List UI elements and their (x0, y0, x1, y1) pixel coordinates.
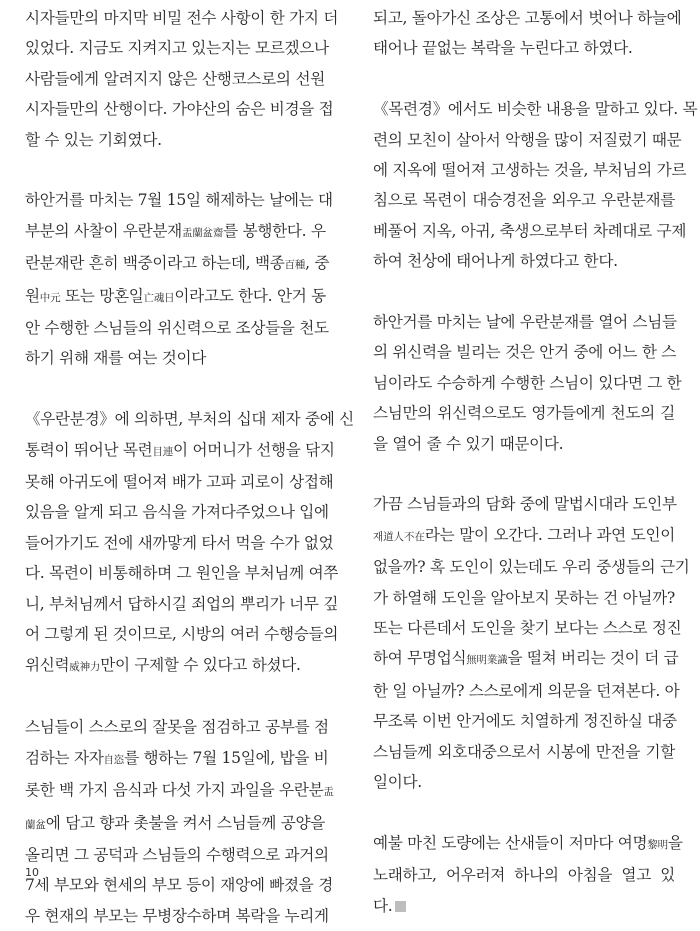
hanja-annotation: 百種 (284, 259, 306, 272)
paragraph-gap (25, 374, 325, 404)
text-line: 노래하고, 어우러져 하나의 아침을 열고 있 (373, 866, 675, 885)
hanja-annotation: 盂蘭盆齋 (181, 226, 224, 239)
text-line (25, 650, 325, 682)
text-line: 하안거를 마치는 7월 15일 해제하는 날에는 대 (25, 191, 333, 210)
text-line: 스님들께 외호대중으로서 시봉에 만전을 기할 (373, 742, 675, 761)
text-line: 들어가기도 전에 새까맣게 타서 먹을 수가 없었 (25, 533, 334, 552)
text-line: 있음을 알게 되고 음식을 가져다주었으나 입에 (25, 503, 329, 522)
hanja-annotation: 재道人不在 (373, 530, 425, 543)
hanja-annotation: 蘭盆 (25, 818, 46, 831)
hanja-annotation: 中元 (39, 291, 61, 304)
text-line: 스님만의 위신력으로도 영가들에게 천도의 길 (373, 404, 675, 423)
text-line: 우 현재의 부모는 무병장수하며 복락을 누리게 (25, 906, 329, 925)
text-run: 를 봉행한다. 우 (223, 221, 326, 240)
text-line: 일이다. (373, 773, 422, 792)
paragraph (25, 185, 333, 373)
text-run: 하여 무명업식 (373, 649, 467, 668)
text-run: 을 떨쳐 버리는 것이 더 급 (507, 649, 679, 668)
text-run: 란분재란 흔히 백중이라고 하는데, 백종 (25, 254, 285, 273)
text-line (373, 643, 679, 675)
text-line (25, 248, 330, 280)
right-column (373, 3, 698, 921)
text-line (25, 743, 329, 775)
paragraph-gap (373, 64, 675, 94)
text-line: 없을까? 혹 도인이 있는데도 우리 중생들의 근기 (373, 558, 690, 577)
text-run: 위신력 (25, 655, 70, 674)
text-run: 만이 구제할 수 있다고 하셨다. (100, 655, 301, 674)
paragraph (25, 3, 339, 155)
text-line: 사람들에게 알려지지 않은 산행코스로의 선원 (25, 69, 325, 88)
text-run: 를 행하는 7월 15일에, 밥을 비 (124, 748, 329, 767)
paragraph (373, 307, 682, 459)
hanja-annotation: 亡魂日 (143, 291, 175, 304)
hanja-annotation: 無明業識 (466, 654, 508, 667)
text-line: 할 수 있는 기회였다. (25, 130, 162, 149)
text-run: 라는 말이 오간다. 그러나 과연 도인이 (424, 525, 675, 544)
text-run: 원 (25, 286, 40, 305)
text-run: 다. (373, 896, 393, 915)
text-line (373, 891, 675, 921)
text-run: 롯한 백 가지 음식과 다섯 가지 과일을 우란분 (25, 781, 324, 800)
text-line: 또는 다른데서 도인을 찾기 보다는 스스로 정진 (373, 619, 682, 638)
text-run: 이 어머니가 선행을 닦지 (173, 440, 335, 459)
text-line: 있었다. 지금도 지켜지고 있는지는 모르겠으나 (25, 39, 329, 58)
text-line: 하안거를 마치는 날에 우란분재를 열어 스님들 (373, 313, 677, 332)
text-line: 어 그렇게 된 것이므로, 시방의 여러 수행승들의 (25, 625, 339, 644)
text-line: 못해 아귀도에 떨어져 배가 고파 괴로이 상접해 (25, 473, 334, 492)
text-line: 가 하열해 도인을 알아보지 못하는 건 아닐까? (373, 588, 675, 607)
hanja-annotation: 目連 (152, 445, 174, 458)
text-line: 에 지옥에 떨어져 고생하는 것을, 부처님의 가르 (373, 161, 687, 180)
paragraph-gap (373, 798, 675, 828)
text-run: 부분의 사찰이 우란분재 (25, 221, 182, 240)
text-run: 이라고도 한다. 안거 동 (174, 286, 326, 305)
text-line (373, 520, 675, 552)
paragraph-gap (25, 155, 325, 185)
text-run: , 중 (305, 254, 330, 273)
text-run: 또는 망혼일 (60, 286, 144, 305)
paragraph (373, 828, 683, 921)
text-line (25, 808, 325, 840)
paragraph-gap (25, 682, 325, 712)
text-line: 하여 천상에 태어나게 하였다고 한다. (373, 252, 618, 271)
paragraph-gap (373, 277, 675, 307)
text-line: 침으로 목련이 대승경전을 외우고 우란분재를 (373, 191, 675, 210)
text-line (25, 281, 325, 313)
text-line: 베풀어 지옥, 아귀, 축생으로부터 차례대로 구제 (373, 221, 687, 240)
text-run: 통력이 뛰어난 목련 (25, 440, 153, 459)
text-line: 가끔 스님들과의 담화 중에 말법시대라 도인부 (373, 495, 677, 514)
text-line: 다. 목련이 비통해하며 그 원인을 부처님께 여쭈 (25, 564, 339, 583)
text-line: 하기 위해 재를 여는 것이다 (25, 349, 207, 368)
text-run: 예불 마친 도량에는 산새들이 저마다 여명 (373, 833, 648, 852)
hanja-annotation: 盂 (323, 786, 334, 799)
hanja-annotation: 威神力 (69, 660, 101, 673)
text-line (25, 216, 325, 248)
text-line: 의 위신력을 빌리는 것은 안거 중에 어느 한 스 (373, 343, 676, 362)
end-of-article-mark (395, 901, 406, 912)
text-line: 되고, 돌아가신 조상은 고통에서 벗어나 하늘에 (373, 9, 682, 27)
text-line: 《목련경》에서도 비슷한 내용을 말하고 있다. 목 (373, 100, 698, 119)
text-line: 스님들이 스스로의 잘못을 점검하고 공부를 점 (25, 718, 329, 737)
text-line: 련의 모친이 살아서 악행을 많이 저질렀기 때문 (373, 130, 682, 149)
page-number: 10 (25, 866, 39, 879)
text-line: 님이라도 수승하게 수행한 스님이 있다면 그 한 (373, 373, 682, 392)
paragraph (25, 712, 334, 931)
text-line: 시자들만의 마지막 비밀 전수 사항이 한 가지 더 (25, 9, 339, 27)
paragraph (25, 404, 354, 682)
text-run: 에 담고 향과 촛불을 켜서 스님들께 공양을 (45, 813, 325, 832)
text-line: 을 열어 줄 수 있기 때문이다. (373, 434, 564, 453)
text-line: 무조록 이번 안거에도 치열하게 정진하실 대중 (373, 712, 677, 731)
paragraph-gap (373, 459, 675, 489)
text-run: 검하는 자자 (25, 748, 104, 767)
text-line (373, 828, 683, 860)
text-line: 7세 부모와 현세의 부모 등이 재앙에 빠졌을 경 (25, 876, 333, 895)
left-column (25, 3, 354, 931)
text-line (25, 435, 335, 467)
text-line: 한 일 아닐까? 스스로에게 의문을 던져본다. 아 (373, 681, 680, 700)
text-line: 태어나 끝없는 복락을 누린다고 하였다. (373, 39, 633, 58)
paragraph (373, 94, 698, 276)
hanja-annotation: 黎明 (647, 838, 668, 851)
text-line: 올리면 그 공덕과 스님들의 수행력으로 과거의 (25, 845, 329, 864)
text-line: 《우란분경》에 의하면, 부처의 십대 제자 중에 신 (25, 410, 354, 429)
text-line: 안 수행한 스님들의 위신력으로 조상들을 천도 (25, 319, 329, 338)
text-line: 니, 부처님께서 답하시길 죄업의 뿌리가 너무 깊 (25, 594, 339, 613)
text-run: 을 (667, 833, 683, 852)
paragraph (373, 489, 690, 797)
paragraph (373, 3, 682, 64)
hanja-annotation: 自恣 (103, 753, 125, 766)
text-line: 시자들만의 산행이다. 가야산의 숨은 비경을 접 (25, 100, 334, 119)
text-line (25, 775, 334, 807)
